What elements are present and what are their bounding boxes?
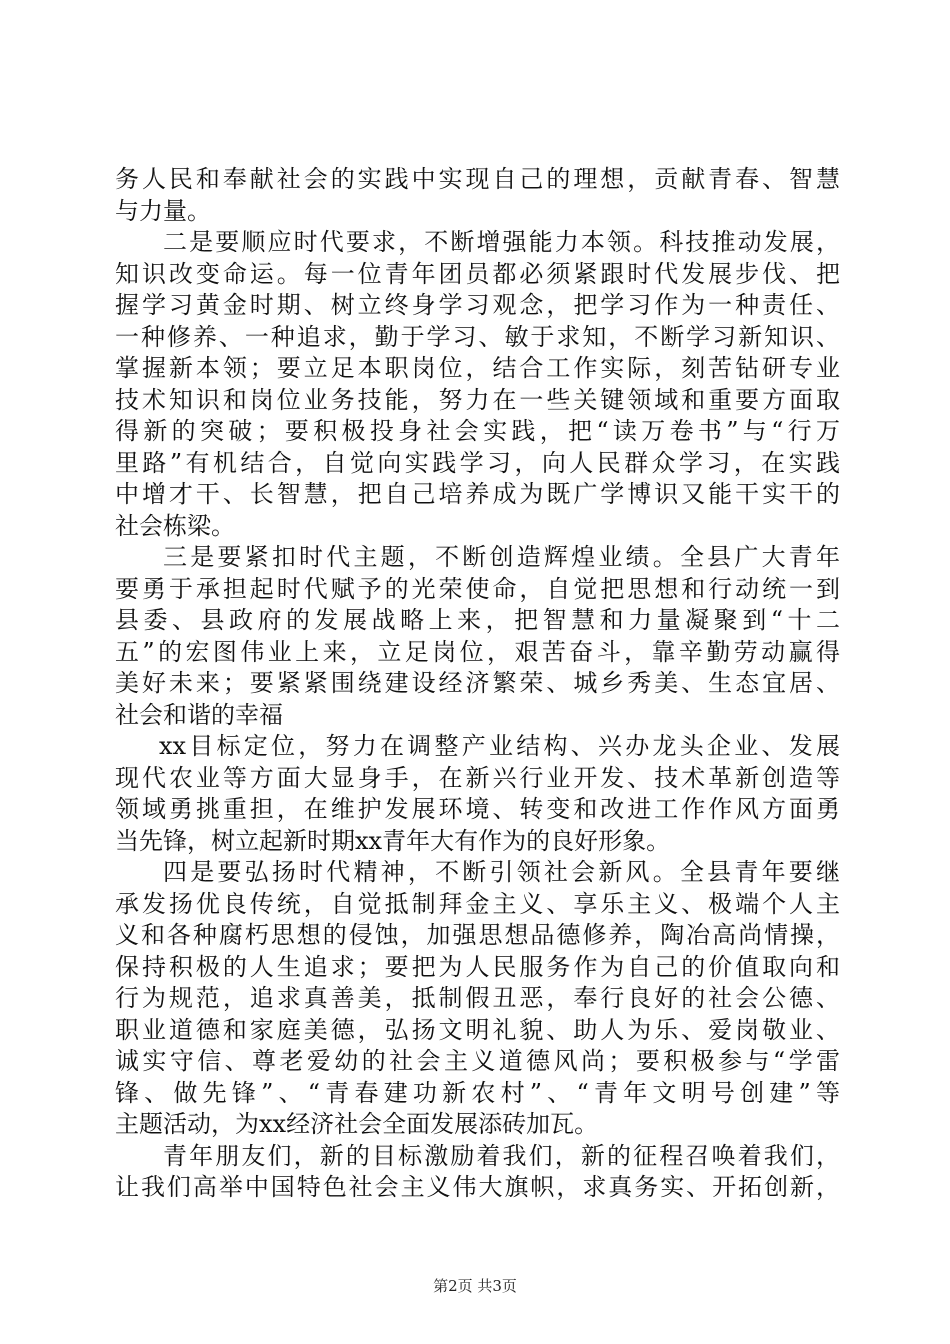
text-line: 领域勇挑重担，在维护发展环境、转变和改进工作作风方面勇 bbox=[115, 795, 840, 823]
text-line: 四是要弘扬时代精神，不断引领社会新风。全县青年要继 bbox=[163, 858, 840, 886]
text-line: 社会栋梁。 bbox=[115, 511, 235, 540]
text-line: 职业道德和家庭美德，弘扬文明礼貌、助人为乐、爱岗敬业、 bbox=[115, 1015, 840, 1044]
text-line: 县委、县政府的发展战略上来，把智慧和力量凝聚到“十二 bbox=[115, 606, 840, 634]
text-line: 保持积极的人生追求；要把为人民服务作为自己的价值取向和 bbox=[115, 952, 840, 981]
text-line: 行为规范，追求真善美，抵制假丑恶，奉行良好的社会公德、 bbox=[115, 984, 840, 1012]
text-line: 诚实守信、尊老爱幼的社会主义道德风尚；要积极参与“学雷 bbox=[115, 1047, 840, 1075]
text-line: 与力量。 bbox=[115, 196, 211, 225]
text-line: 二是要顺应时代要求，不断增强能力本领。科技推动发展， bbox=[163, 228, 840, 256]
text-line: 现代农业等方面大显身手，在新兴行业开发、技术革新创造等 bbox=[115, 763, 840, 792]
text-line: 技术知识和岗位业务技能，努力在一些关键领域和重要方面取 bbox=[115, 385, 840, 414]
text-line: 当先锋，树立起新时期xx青年大有作为的良好形象。 bbox=[115, 826, 671, 855]
text-line: 社会和谐的幸福 bbox=[115, 700, 283, 729]
text-line: 知识改变命运。每一位青年团员都必须紧跟时代发展步伐、把 bbox=[115, 259, 840, 288]
text-line: 让我们高举中国特色社会主义伟大旗帜，求真务实、开拓创新， bbox=[115, 1173, 840, 1201]
text-line: 锋、做先锋”、“青春建功新农村”、“青年文明号创建”等 bbox=[115, 1078, 840, 1107]
text-line: 要勇于承担起时代赋予的光荣使命，自觉把思想和行动统一到 bbox=[115, 574, 840, 603]
text-line: 五”的宏图伟业上来，立足岗位，艰苦奋斗，靠辛勤劳动赢得 bbox=[115, 637, 840, 666]
text-line: 三是要紧扣时代主题，不断创造辉煌业绩。全县广大青年 bbox=[163, 543, 840, 571]
text-line: 承发扬优良传统，自觉抵制拜金主义、享乐主义、极端个人主 bbox=[115, 889, 840, 918]
text-line: 里路”有机结合，自觉向实践学习，向人民群众学习，在实践 bbox=[115, 448, 840, 477]
text-line: 一种修养、一种追求，勤于学习、敏于求知，不断学习新知识、 bbox=[115, 322, 840, 351]
text-line: 美好未来；要紧紧围绕建设经济繁荣、城乡秀美、生态宜居、 bbox=[115, 669, 840, 697]
text-line: 主题活动，为xx经济社会全面发展添砖加瓦。 bbox=[115, 1110, 599, 1138]
text-line: 握学习黄金时期、树立终身学习观念，把学习作为一种责任、 bbox=[115, 291, 840, 319]
page-footer: 第2页 共3页 bbox=[433, 1277, 517, 1295]
text-line: 中增才干、长智慧，把自己培养成为既广学博识又能干实干的 bbox=[115, 480, 840, 508]
text-line: xx目标定位，努力在调整产业结构、兴办龙头企业、发展 bbox=[159, 732, 840, 760]
text-line: 掌握新本领；要立足本职岗位，结合工作实际，刻苦钻研专业 bbox=[115, 354, 840, 382]
text-line: 务人民和奉献社会的实践中实现自己的理想，贡献青春、智慧 bbox=[115, 165, 840, 193]
text-line: 义和各种腐朽思想的侵蚀，加强思想品德修养，陶冶高尚情操， bbox=[115, 921, 840, 949]
text-line: 青年朋友们，新的目标激励着我们，新的征程召唤着我们， bbox=[163, 1141, 840, 1170]
document-body bbox=[115, 164, 840, 1204]
text-line: 得新的突破；要积极投身社会实践，把“读万卷书”与“行万 bbox=[115, 417, 840, 445]
